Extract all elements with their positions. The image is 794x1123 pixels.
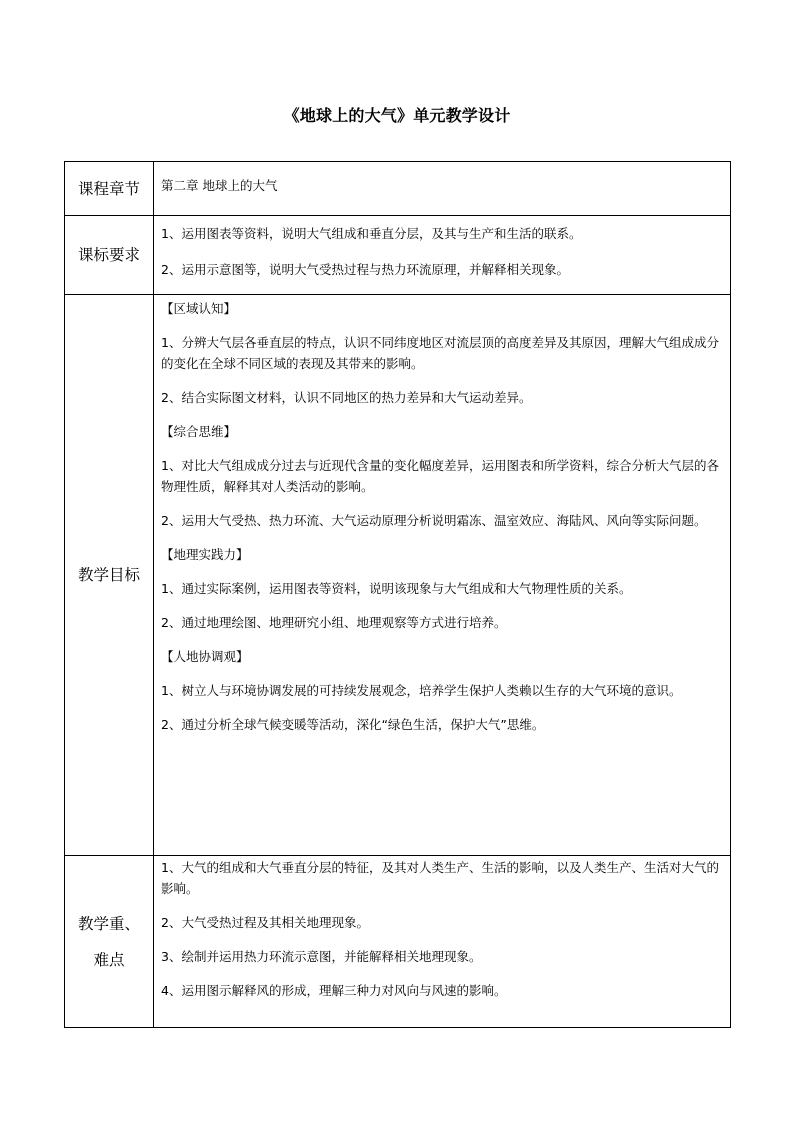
content-standard [154, 216, 731, 295]
content-keys [154, 856, 731, 1028]
content-chapter [154, 162, 731, 216]
label-standard: 课标要求 [65, 216, 154, 295]
goal-region-item-1: 1、分辨大气层各垂直层的特点，认识不同纬度地区对流层顶的高度差异及其原因，理解大气组成成分的变化在全球不同区域的表现及其带来的影响。 [161, 335, 719, 371]
document-title: 《地球上的大气》单元教学设计 [283, 106, 511, 125]
label-keys-line-1: 教学重、 [77, 914, 140, 933]
goal-heading-synthesis: 【综合思维】 [161, 424, 237, 439]
label-chapter: 课程章节 [65, 162, 154, 216]
key-item-2: 2、大气受热过程及其相关地理现象。 [161, 915, 369, 930]
table-row-standard [65, 216, 731, 295]
goal-heading-harmony: 【人地协调观】 [161, 649, 249, 664]
goal-region-item-2: 2、结合实际图文材料，认识不同地区的热力差异和大气运动差异。 [161, 390, 532, 405]
goal-practice-item-2: 2、通过地理绘图、地理研究小组、地理观察等方式进行培养。 [161, 615, 507, 630]
table-row-chapter [65, 162, 731, 216]
label-goals: 教学目标 [65, 295, 154, 856]
table-row-keys [65, 856, 731, 1028]
table-row-goals [65, 295, 731, 856]
goal-heading-practice: 【地理实践力】 [161, 547, 249, 562]
label-keys-line-2: 难点 [93, 950, 125, 969]
goal-synthesis-item-1: 1、对比大气组成成分过去与近现代含量的变化幅度差异，运用图表和所学资料，综合分析大气层的各物理性质，解释其对人类活动的影响。 [161, 458, 719, 494]
label-keys [65, 856, 154, 1028]
goal-harmony-item-2: 2、通过分析全球气候变暖等活动，深化“绿色生活，保护大气”思维。 [161, 717, 545, 732]
goal-heading-region: 【区域认知】 [161, 301, 237, 316]
standard-item-2: 2、运用示意图等，说明大气受热过程与热力环流原理，并解释相关现象。 [161, 262, 569, 277]
goal-harmony-item-1: 1、树立人与环境协调发展的可持续发展观念，培养学生保护人类赖以生存的大气环境的意识。 [161, 683, 682, 698]
key-item-3: 3、绘制并运用热力环流示意图，并能解释相关地理现象。 [161, 949, 482, 964]
lesson-plan-table [64, 161, 731, 1028]
goal-practice-item-1: 1、通过实际案例，运用图表等资料，说明该现象与大气组成和大气物理性质的关系。 [161, 581, 632, 596]
chapter-text: 第二章 地球上的大气 [161, 178, 278, 193]
goal-synthesis-item-2: 2、运用大气受热、热力环流、大气运动原理分析说明霜冻、温室效应、海陆风、风向等实际问题。 [161, 513, 707, 528]
standard-item-1: 1、运用图表等资料，说明大气组成和垂直分层，及其与生产和生活的联系。 [161, 226, 582, 241]
content-goals [154, 295, 731, 856]
key-item-1: 1、大气的组成和大气垂直分层的特征，及其对人类生产、生活的影响，以及人类生产、生活对大气的影响。 [161, 860, 719, 896]
key-item-4: 4、运用图示解释风的形成，理解三种力对风向与风速的影响。 [161, 983, 507, 998]
